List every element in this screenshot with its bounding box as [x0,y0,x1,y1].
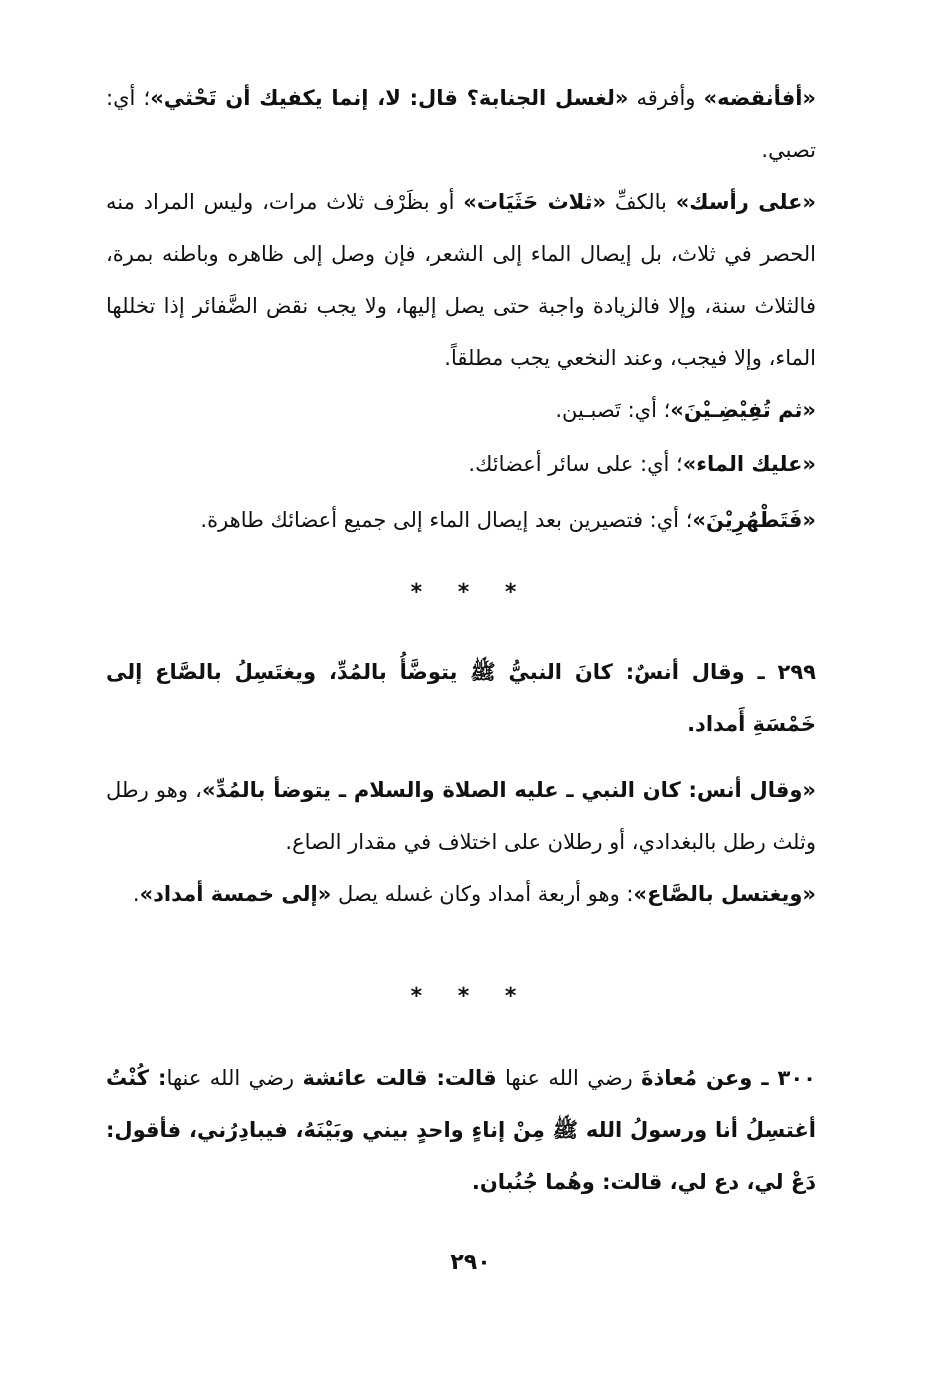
text-segment: ؛ أي: على سائر أعضائك. [468,452,683,476]
bold-quote-segment: «أفأنقضه» [703,86,817,110]
text-segment: ؛ أي: تصبي. [106,86,816,162]
paragraph-2 [106,176,816,384]
text-segment: أو بظَرْف ثلاث مرات، وليس المراد منه الحصر في ثلاث، بل إيصال الماء إلى الشعر، فإن وصل إلى ظاهره وباطنه بمرة، فالثلاث سنة، وإلا فالزيادة واجبة حتى يصل إليها، ولا يجب نقض الضَّفائر إذا تخللها الماء، وإلا فيجب، وعند النخعي يجب مطلقاً. [106,190,816,370]
text-segment: رضي الله عنها [166,1066,303,1090]
bold-quote-segment: «فَتَطْهُرِيْنَ» [692,508,816,532]
paragraph-5 [106,494,816,546]
bold-quote-segment: قالت: قالت عائشة [302,1066,497,1090]
paragraph-8 [106,868,816,920]
bold-quote-segment: ٢٩٩ ـ وقال أنسٌ: كانَ النبيُّ ﷺ يتوضَّأُ بالمُدِّ، ويغتَسِلُ بالصَّاع إلى خَمْسَةِ أَمداد. [106,660,816,736]
bold-quote-segment: «لغسل الجنابة؟ قال: لا، إنما يكفيك أن تَحْثي» [150,86,629,110]
paragraph-4 [106,438,816,490]
text-segment: ؛ أي: تَصبـين. [555,398,671,422]
hadith-299 [106,646,816,750]
text-segment: ، وهو رطل وثلث رطل بالبغدادي، أو رطلان على اختلاف في مقدار الصاع. [106,778,816,854]
bold-quote-segment: «ثم تُفِيْضِـيْنَ» [670,398,816,422]
page-number: ٢٩٠ [450,1250,491,1275]
text-segment: بالكفِّ [606,190,676,214]
text-segment: . [132,882,140,906]
section-separator-1: * * * [410,580,531,605]
bold-quote-segment: : كُنْتُ أغتسِلُ أنا ورسولُ الله ﷺ مِنْ إناءٍ واحدٍ بيني وبَيْنَهُ، فيبادِرُني، فأقول: دَعْ لي، دع لي، قالت: وهُما جُنُبان. [106,1066,816,1194]
bold-quote-segment: «على رأسك» [675,190,816,214]
section-separator-2: * * * [410,984,531,1009]
text-segment: رضي الله عنها [496,1066,642,1090]
paragraph-1 [106,72,816,176]
text-segment: ؛ أي: فتصيرين بعد إيصال الماء إلى جميع أعضائك طاهرة. [200,508,693,532]
bold-quote-segment: «وقال أنس: كان النبي ـ عليه الصلاة والسلام ـ يتوضأ بالمُدِّ» [201,778,817,802]
hadith-300 [106,1052,816,1208]
text-segment: وأفرقه [628,86,704,110]
bold-quote-segment: «إلى خمسة أمداد» [139,882,332,906]
bold-quote-segment: «ويغتسل بالصَّاع» [633,882,816,906]
bold-quote-segment: «عليك الماء» [682,452,816,476]
paragraph-3 [106,384,816,436]
bold-quote-segment: «ثلاث حَثَيَات» [463,190,607,214]
bold-quote-segment: ٣٠٠ ـ وعن مُعاذةَ [641,1066,816,1090]
paragraph-7 [106,764,816,868]
text-segment: : وهو أربعة أمداد وكان غسله يصل [331,882,634,906]
